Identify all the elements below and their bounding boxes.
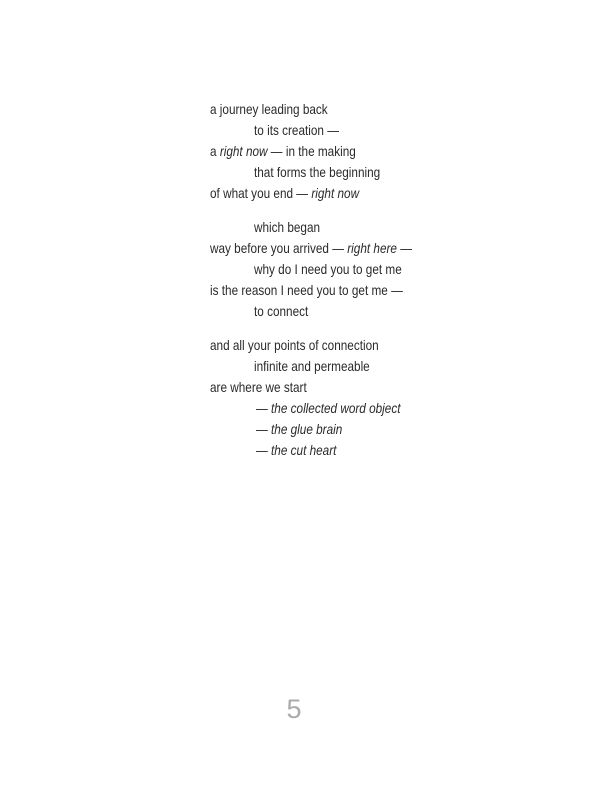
poem-segment: — xyxy=(256,421,272,437)
poem-line xyxy=(210,238,450,259)
poem-segment: to its creation — xyxy=(254,122,339,138)
poem-line-text xyxy=(210,238,412,259)
poem-line-text xyxy=(254,217,320,238)
poem-segment: — xyxy=(256,442,272,458)
poem-segment-italic: the glue brain xyxy=(271,421,343,437)
poem-segment-italic: the cut heart xyxy=(271,442,337,458)
poem-segment: — xyxy=(396,240,412,256)
poem-line-text xyxy=(256,419,342,440)
poem-line xyxy=(210,398,450,419)
poem-line xyxy=(210,120,450,141)
poem-segment-italic: right now xyxy=(219,143,268,159)
poem-segment-italic: the collected word object xyxy=(271,400,401,416)
poem-line xyxy=(210,301,450,322)
poem-line xyxy=(210,99,450,120)
poem-line xyxy=(210,259,450,280)
poem-line-text xyxy=(210,335,379,356)
poem-segment: why do I need you to get me xyxy=(254,261,402,277)
poem-line xyxy=(210,377,450,398)
poem-stanza xyxy=(210,335,450,461)
poem-line xyxy=(210,217,450,238)
poem-line xyxy=(210,141,450,162)
poem-line-text xyxy=(210,99,328,120)
poem-segment: way before you arrived — xyxy=(210,240,348,256)
poem-line-text xyxy=(256,440,336,461)
poem-line xyxy=(210,440,450,461)
poem-segment: infinite and permeable xyxy=(254,358,370,374)
poem-segment: which began xyxy=(254,219,321,235)
poem-stanza xyxy=(210,217,450,322)
poem-segment: — in the making xyxy=(267,143,356,159)
poem-line-text xyxy=(254,301,308,322)
poem-segment-italic: right now xyxy=(311,185,360,201)
poem-line-text xyxy=(254,259,402,280)
poem-line xyxy=(210,356,450,377)
poem-line xyxy=(210,419,450,440)
poem-segment: a xyxy=(210,143,220,159)
poem-line-text xyxy=(210,280,403,301)
poem-segment: — xyxy=(256,400,272,416)
poem-line-text xyxy=(254,162,380,183)
poem-segment: to connect xyxy=(254,303,309,319)
poem-line-text xyxy=(254,120,339,141)
poem-line-text xyxy=(256,398,400,419)
poem-segment-italic: right here xyxy=(347,240,397,256)
poem-stanza xyxy=(210,99,450,204)
poem-segment: that forms the beginning xyxy=(254,164,381,180)
poem-line-text xyxy=(254,356,370,377)
poem-line xyxy=(210,280,450,301)
poem-text xyxy=(210,99,450,461)
poem-segment: is the reason I need you to get me — xyxy=(210,282,403,298)
poem-line-text xyxy=(210,377,307,398)
poem-line xyxy=(210,162,450,183)
poem-segment: a journey leading back xyxy=(210,101,328,117)
poem-line-text xyxy=(210,183,359,204)
poem-line-text xyxy=(210,141,356,162)
poem-segment: of what you end — xyxy=(210,185,312,201)
poem-line xyxy=(210,335,450,356)
poem-line xyxy=(210,183,450,204)
poem-segment: are where we start xyxy=(210,379,307,395)
poem-segment: and all your points of connection xyxy=(210,337,379,353)
page-number: 5 xyxy=(286,694,302,724)
